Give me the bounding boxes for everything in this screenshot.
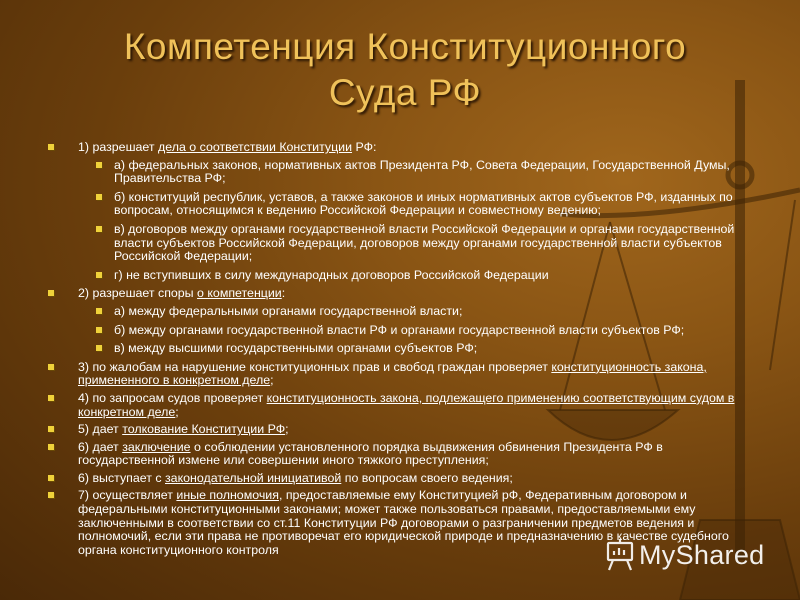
- sub-list: [78, 305, 754, 356]
- competence-link[interactable]: законодательной инициативой: [165, 470, 342, 485]
- list-item-text: [78, 471, 513, 485]
- sub-list-item: [96, 342, 754, 356]
- slide-title: [40, 24, 770, 116]
- watermark: [605, 537, 764, 573]
- text-segment: ;: [285, 422, 289, 437]
- competence-link[interactable]: иные полномочия: [176, 488, 279, 503]
- list-item-text: [78, 286, 285, 300]
- competence-link[interactable]: заключение: [122, 439, 191, 454]
- text-segment: 5) дает: [78, 422, 123, 437]
- bullet-icon: [96, 194, 102, 200]
- text-segment: 6) дает: [78, 439, 123, 454]
- competence-link[interactable]: конституционность закона, примененного в конкретном деле: [78, 359, 707, 388]
- bullet-icon: [96, 308, 102, 314]
- text-segment: по вопросам своего ведения;: [341, 470, 513, 485]
- bullet-icon: [48, 426, 54, 432]
- sub-list-item-text: в) договоров между органами государственной власти Российской Федерации и органами государственной власти субъектов Российской Федерации, договоров между органами государственной власти субъектов Российской Федерации;: [114, 221, 735, 264]
- bullet-icon: [96, 345, 102, 351]
- text-segment: 3) по жалобам на нарушение конституционных прав и свобод граждан проверяет: [78, 359, 552, 374]
- sub-list-item-text: а) между федеральными органами государственной власти;: [114, 303, 463, 318]
- list-item: [48, 392, 754, 419]
- text-segment: 7) осуществляет: [78, 488, 177, 503]
- competence-link[interactable]: толкование Конституции РФ: [122, 422, 286, 437]
- text-segment: :: [281, 286, 286, 301]
- text-segment: о соблюдении установленного порядка выдвижения обвинения Президента РФ в государственной измене или совершении иного тяжкого преступления;: [78, 439, 663, 468]
- sub-list-item: [96, 191, 754, 218]
- bullet-icon: [48, 475, 54, 481]
- text-segment: 1) разрешает: [78, 140, 158, 154]
- sub-list-item-text: г) не вступивших в силу международных договоров Российской Федерации: [114, 267, 549, 282]
- competence-link[interactable]: конституционность закона, подлежащего применению соответствующим судом в конкретном деле: [78, 390, 735, 419]
- text-segment: ;: [270, 373, 274, 388]
- bullet-icon: [96, 327, 102, 333]
- title-line-2: Суда РФ: [328, 72, 482, 113]
- sub-list-item: [96, 324, 754, 338]
- list-item: [48, 441, 754, 468]
- main-list: [48, 141, 754, 557]
- sub-list-item-text: а) федеральных законов, нормативных актов Президента РФ, Совета Федерации, Государственной Думы, Правительства РФ;: [114, 157, 730, 186]
- sub-list-item-text: б) между органами государственной власти РФ и органами государственной власти субъектов РФ;: [114, 322, 685, 337]
- competence-link[interactable]: о компетенции: [197, 286, 282, 301]
- sub-list-item: [96, 269, 754, 283]
- list-item: [48, 472, 754, 486]
- sub-list-item: [96, 223, 754, 264]
- bullet-icon: [48, 444, 54, 450]
- text-segment: РФ:: [352, 140, 377, 154]
- text-segment: 4) по запросам судов проверяет: [78, 390, 267, 405]
- list-item-text: [78, 140, 376, 154]
- text-segment: 2) разрешает споры: [78, 286, 198, 301]
- text-segment: 6) выступает с: [78, 470, 165, 485]
- competence-link[interactable]: дела о соответствии Конституции: [158, 140, 353, 154]
- sub-list-item: [96, 305, 754, 319]
- list-item: [48, 361, 754, 388]
- sub-list-item-text: б) конституций республик, уставов, а также законов и иных нормативных актов субъектов РФ, изданных по вопросам, относящимся к ведению Российской Федерации и совместному ведению;: [114, 189, 733, 218]
- list-item-text: [78, 391, 734, 419]
- sub-list-item: [96, 159, 754, 186]
- sub-list-item-text: в) между высшими государственными органами субъектов РФ;: [114, 341, 478, 356]
- bullet-icon: [48, 290, 54, 296]
- text-segment: ;: [175, 404, 179, 419]
- list-item: [48, 141, 754, 282]
- bullet-icon: [48, 144, 54, 150]
- competence-list: [48, 141, 754, 561]
- list-item: [48, 287, 754, 355]
- watermark-text: MyShared: [639, 539, 765, 570]
- bullet-icon: [96, 272, 102, 278]
- bullet-icon: [48, 364, 54, 370]
- bullet-icon: [48, 395, 54, 401]
- text-segment: , предоставляемые ему Конституцией рФ, Федеративным договором и федеральными конституционными законами; может также пользоваться правами, предоставляемыми ему заключенными в соответствии со ст.11 Конституции РФ договорами о разграничении предметов ведения и полномочий, если эти права не противоречат его юридической природе и предназначению в качестве судебного органа конституционного контроля: [78, 488, 729, 557]
- list-item: [48, 423, 754, 437]
- title-line-1: Компетенция Конституционного: [123, 26, 687, 67]
- bullet-icon: [48, 492, 54, 498]
- sub-list: [78, 159, 754, 283]
- list-item-text: [78, 440, 663, 468]
- list-item-text: [78, 422, 289, 436]
- bullet-icon: [96, 226, 102, 232]
- bullet-icon: [96, 162, 102, 168]
- list-item-text: [78, 360, 707, 388]
- presentation-board-icon: [605, 538, 635, 572]
